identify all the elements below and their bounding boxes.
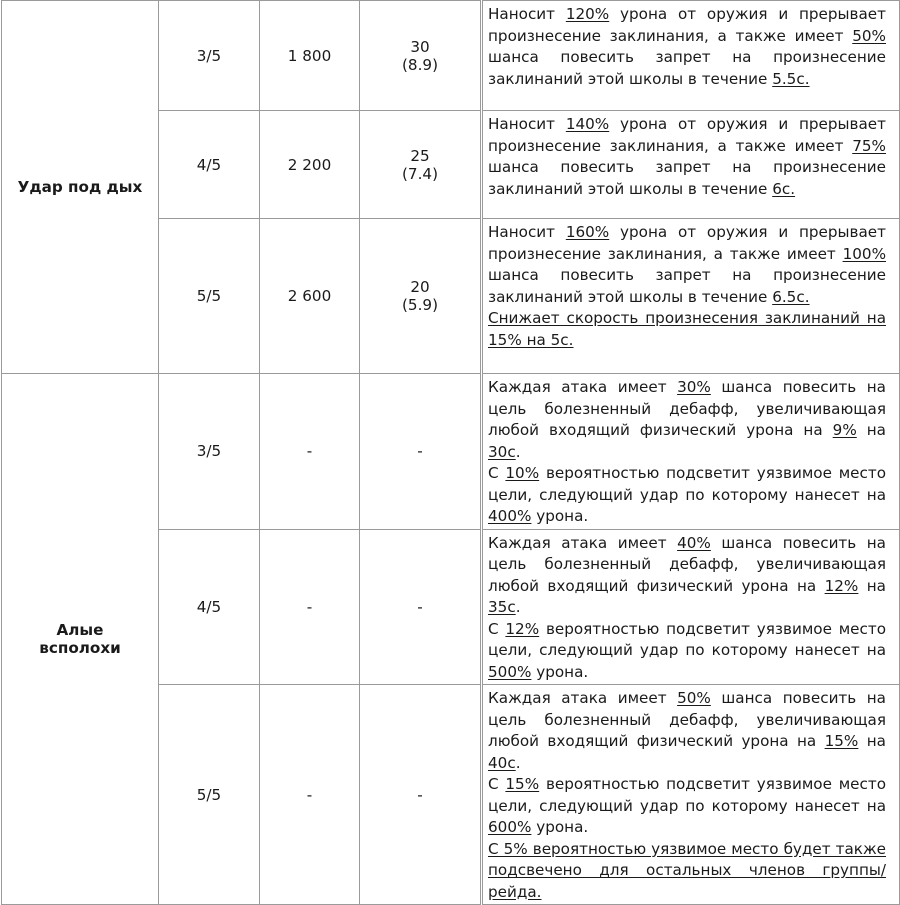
value-highlight: 400% — [488, 507, 532, 525]
rank-cell: 3/5 — [159, 1, 260, 111]
value-highlight: 120% — [565, 5, 610, 23]
description-cell: Каждая атака имеет 40% шанса повесить на цель болезненный дебафф, увеличивающая любой входящий физический урона на 12% на 35с. С 12% вероятностью подсветит уязвимое место цели, следующий удар по которому нанесет на 500% урона. — [482, 529, 900, 685]
value-highlight: 30с — [488, 442, 516, 461]
cooldown-cell: - — [360, 529, 482, 685]
talent-table — [1, 0, 900, 905]
cooldown-cell: - — [360, 685, 482, 905]
value-highlight: 12% — [505, 619, 540, 638]
description-cell: Каждая атака имеет 50% шанса повесить на цель болезненный дебафф, увеличивающая любой входящий физический урона на 15% на 40с. С 15% вероятностью подсветит уязвимое место цели, следующий удар по которому нанесет на 600% урона. С 5% вероятностью уязвимое место будет также подсвечено для остальных членов группы/рейда. — [482, 685, 900, 905]
description-cell: Каждая атака имеет 30% шанса повесить на цель болезненный дебафф, увеличивающая любой входящий физический урона на 9% на 30с. С 10% вероятностью подсветит уязвимое место цели, следующий удар по которому нанесет на 400% урона. — [482, 374, 900, 530]
value-highlight: 50% — [677, 689, 711, 707]
cooldown-cell — [360, 1, 482, 111]
cost-cell: - — [260, 529, 360, 685]
value-highlight: 40% — [677, 533, 711, 552]
cooldown-alt-value: (7.4) — [401, 164, 438, 183]
cost-cell: 2 200 — [260, 111, 360, 219]
skill-name: Удар под дых — [2, 1, 159, 374]
value-highlight: 140% — [565, 115, 610, 133]
rank-cell: 3/5 — [159, 374, 260, 530]
cooldown-value: 20 — [410, 278, 430, 296]
table-row — [2, 1, 900, 111]
cost-cell: - — [260, 685, 360, 905]
value-highlight: 6.5с. — [772, 287, 810, 306]
value-highlight: 160% — [565, 223, 610, 241]
value-highlight: 40с — [488, 753, 516, 772]
value-highlight: 75% — [852, 136, 886, 155]
cooldown-cell — [360, 111, 482, 219]
extra-effect-note: С 5% вероятностью уязвимое место будет также подсвечено для остальных членов группы/рейда. — [488, 839, 886, 901]
value-highlight: 5.5с. — [772, 69, 810, 88]
value-highlight: 100% — [842, 244, 886, 263]
description-cell: Наносит 120% урона от оружия и прерывает произнесение заклинания, а также имеет 50% шанса повесить запрет на произнесение заклинаний этой школы в течение 5.5с. — [482, 1, 900, 111]
table-row — [2, 374, 900, 530]
cooldown-alt-value: (5.9) — [401, 296, 438, 314]
value-highlight: 12% — [824, 576, 859, 595]
value-highlight: 15% — [824, 732, 859, 750]
cooldown-value: 25 — [410, 146, 430, 165]
rank-cell: 4/5 — [159, 111, 260, 219]
rank-cell: 5/5 — [159, 219, 260, 374]
extra-effect-note: Снижает скорость произнесения заклинаний на 15% на 5с. — [488, 309, 886, 349]
value-highlight: 600% — [488, 818, 532, 836]
cooldown-cell: - — [360, 374, 482, 530]
value-highlight: 9% — [832, 421, 857, 439]
skill-name: Алые всполохи — [2, 374, 159, 905]
description-cell: Наносит 140% урона от оружия и прерывает произнесение заклинания, а также имеет 75% шанса повесить запрет на произнесение заклинаний этой школы в течение 6с. — [482, 111, 900, 219]
cost-cell: 2 600 — [260, 219, 360, 374]
cost-cell: 1 800 — [260, 1, 360, 111]
rank-cell: 5/5 — [159, 685, 260, 905]
value-highlight: 15% — [505, 775, 540, 793]
cooldown-value: 30 — [410, 37, 430, 56]
value-highlight: 10% — [505, 464, 540, 482]
cost-cell: - — [260, 374, 360, 530]
value-highlight: 6с. — [772, 179, 796, 198]
value-highlight: 30% — [677, 378, 711, 396]
value-highlight: 50% — [852, 26, 886, 45]
description-cell: Наносит 160% урона от оружия и прерывает произнесение заклинания, а также имеет 100% шанса повесить запрет на произнесение заклинаний этой школы в течение 6.5с. Снижает скорость произнесения заклинаний на 15% на 5с. — [482, 219, 900, 374]
cooldown-alt-value: (8.9) — [401, 55, 438, 74]
rank-cell: 4/5 — [159, 529, 260, 685]
value-highlight: 500% — [488, 662, 532, 681]
cooldown-cell — [360, 219, 482, 374]
value-highlight: 35с — [488, 598, 516, 616]
